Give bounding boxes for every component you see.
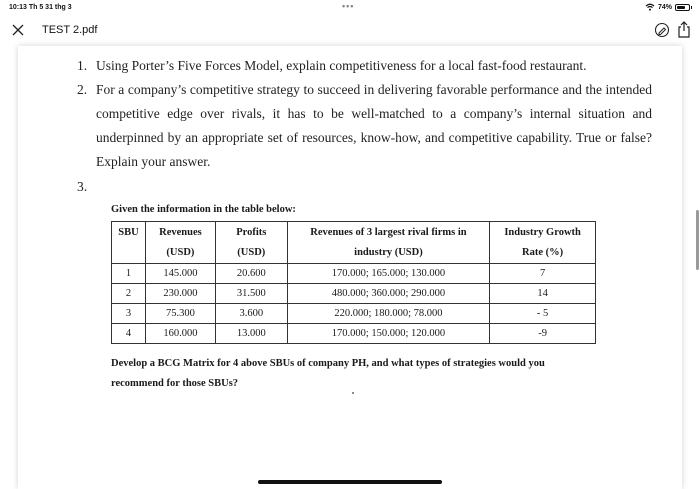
cell-growth-rate: - 5 bbox=[490, 304, 596, 324]
header-rival-revenues-sub: industry (USD) bbox=[287, 243, 489, 264]
status-time: 10:13 Th 5 31 thg 3 bbox=[9, 4, 72, 11]
cell-growth-rate: -9 bbox=[490, 324, 596, 344]
close-icon[interactable] bbox=[10, 22, 26, 38]
cell-revenues: 160.000 bbox=[145, 324, 215, 344]
cell-sbu: 2 bbox=[112, 284, 146, 304]
scroll-indicator[interactable] bbox=[696, 210, 699, 270]
cell-rival-revenues: 480.000; 360.000; 290.000 bbox=[287, 284, 489, 304]
cell-revenues: 145.000 bbox=[145, 264, 215, 284]
battery-level bbox=[677, 6, 685, 9]
multitasking-dots[interactable]: ••• bbox=[342, 1, 355, 11]
header-revenues-unit: (USD) bbox=[145, 243, 215, 264]
cell-growth-rate: 7 bbox=[490, 264, 596, 284]
markup-icon[interactable] bbox=[654, 22, 670, 38]
cell-sbu: 1 bbox=[112, 264, 146, 284]
battery-percent: 74% bbox=[657, 3, 672, 11]
cell-revenues: 230.000 bbox=[145, 284, 215, 304]
toolbar bbox=[0, 16, 700, 48]
table-row bbox=[112, 304, 596, 324]
cell-profits: 3.600 bbox=[215, 304, 287, 324]
header-profits-unit: (USD) bbox=[215, 243, 287, 264]
table-row bbox=[112, 324, 596, 344]
cell-growth-rate: 14 bbox=[490, 284, 596, 304]
question-2-text: For a company’s competitive strategy to succeed in delivering favorable performance and the intended competitive edge over rivals, it has to be well-matched to a company’s internal situation and underpinned by an appropriate set of resources, know-how, and competitive capability. True or false? Explain your answer. bbox=[96, 82, 652, 169]
sbu-table bbox=[111, 221, 596, 344]
question-2-number: 2. bbox=[77, 82, 88, 97]
table-row bbox=[112, 284, 596, 304]
given-info-text: Given the information in the table below: bbox=[111, 204, 296, 215]
cell-rival-revenues: 170.000; 165.000; 130.000 bbox=[287, 264, 489, 284]
document-title: TEST 2.pdf bbox=[42, 24, 98, 36]
cell-rival-revenues: 220.000; 180.000; 78.000 bbox=[287, 304, 489, 324]
cell-sbu: 3 bbox=[112, 304, 146, 324]
cell-sbu: 4 bbox=[112, 324, 146, 344]
share-icon[interactable] bbox=[677, 21, 691, 38]
question-1-text: Using Porter’s Five Forces Model, explain competitiveness for a local fast-food restaurant. bbox=[96, 58, 587, 73]
home-indicator[interactable] bbox=[258, 480, 442, 484]
question-3-number: 3. bbox=[77, 179, 88, 194]
cell-profits: 20.600 bbox=[215, 264, 287, 284]
question-1-number: 1. bbox=[77, 58, 88, 73]
battery-icon bbox=[675, 4, 690, 11]
table-row bbox=[112, 264, 596, 284]
header-revenues: Revenues bbox=[145, 222, 215, 243]
cell-revenues: 75.300 bbox=[145, 304, 215, 324]
question-3-task: Develop a BCG Matrix for 4 above SBUs of company PH, and what types of strategies would you recommend for those SBUs? bbox=[111, 358, 545, 389]
status-bar bbox=[0, 0, 700, 16]
header-growth-rate: Industry Growth bbox=[490, 222, 596, 243]
cell-profits: 13.000 bbox=[215, 324, 287, 344]
wifi-icon bbox=[645, 3, 655, 11]
header-sbu-sub bbox=[112, 243, 146, 264]
status-indicators bbox=[645, 3, 690, 11]
header-growth-rate-unit: Rate (%) bbox=[490, 243, 596, 264]
header-profits: Profits bbox=[215, 222, 287, 243]
header-rival-revenues: Revenues of 3 largest rival firms in bbox=[287, 222, 489, 243]
cell-rival-revenues: 170.000; 150.000; 120.000 bbox=[287, 324, 489, 344]
page-speck bbox=[352, 392, 354, 394]
header-sbu: SBU bbox=[112, 222, 146, 243]
cell-profits: 31.500 bbox=[215, 284, 287, 304]
